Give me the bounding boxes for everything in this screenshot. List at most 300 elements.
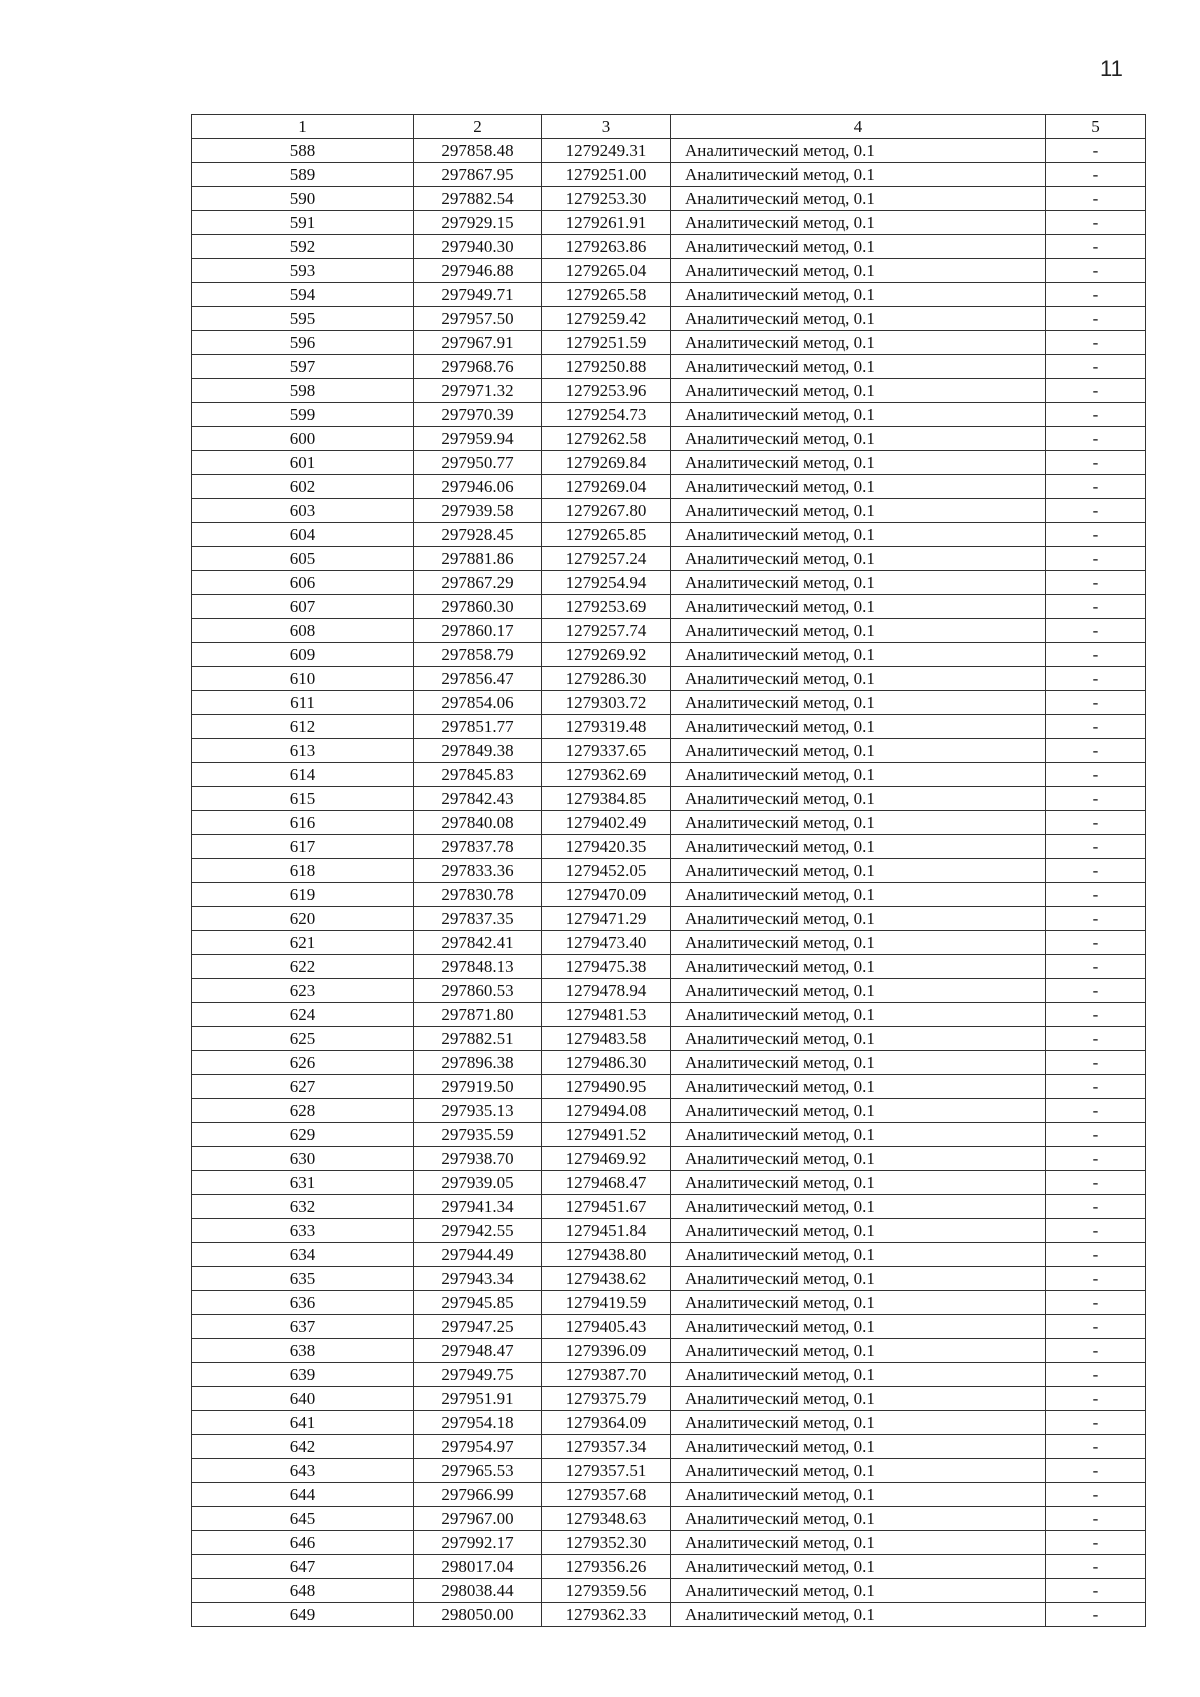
method-cell: Аналитический метод, 0.1 [671, 1435, 1046, 1459]
note-cell: - [1046, 1339, 1146, 1363]
x-coordinate-cell: 297860.17 [414, 619, 542, 643]
y-coordinate-cell: 1279286.30 [542, 667, 671, 691]
point-number-cell: 597 [192, 355, 414, 379]
x-coordinate-cell: 297842.41 [414, 931, 542, 955]
table-row [192, 595, 1146, 619]
note-cell: - [1046, 931, 1146, 955]
table-row [192, 1195, 1146, 1219]
point-number-cell: 630 [192, 1147, 414, 1171]
y-coordinate-cell: 1279469.92 [542, 1147, 671, 1171]
y-coordinate-cell: 1279356.26 [542, 1555, 671, 1579]
x-coordinate-cell: 297856.47 [414, 667, 542, 691]
method-cell: Аналитический метод, 0.1 [671, 1195, 1046, 1219]
method-cell: Аналитический метод, 0.1 [671, 595, 1046, 619]
y-coordinate-cell: 1279254.73 [542, 403, 671, 427]
table-row [192, 1507, 1146, 1531]
method-cell: Аналитический метод, 0.1 [671, 475, 1046, 499]
table-row [192, 1387, 1146, 1411]
method-cell: Аналитический метод, 0.1 [671, 547, 1046, 571]
point-number-cell: 649 [192, 1603, 414, 1627]
point-number-cell: 642 [192, 1435, 414, 1459]
table-row [192, 163, 1146, 187]
y-coordinate-cell: 1279269.04 [542, 475, 671, 499]
point-number-cell: 609 [192, 643, 414, 667]
method-cell: Аналитический метод, 0.1 [671, 211, 1046, 235]
point-number-cell: 603 [192, 499, 414, 523]
method-cell: Аналитический метод, 0.1 [671, 427, 1046, 451]
table-row [192, 235, 1146, 259]
y-coordinate-cell: 1279262.58 [542, 427, 671, 451]
table-row [192, 1123, 1146, 1147]
y-coordinate-cell: 1279357.34 [542, 1435, 671, 1459]
note-cell: - [1046, 1387, 1146, 1411]
table-row [192, 1363, 1146, 1387]
method-cell: Аналитический метод, 0.1 [671, 331, 1046, 355]
note-cell: - [1046, 523, 1146, 547]
y-coordinate-cell: 1279251.00 [542, 163, 671, 187]
x-coordinate-cell: 297946.06 [414, 475, 542, 499]
table-row [192, 1459, 1146, 1483]
note-cell: - [1046, 1027, 1146, 1051]
method-cell: Аналитический метод, 0.1 [671, 643, 1046, 667]
table-body [192, 139, 1146, 1627]
method-cell: Аналитический метод, 0.1 [671, 811, 1046, 835]
point-number-cell: 624 [192, 1003, 414, 1027]
y-coordinate-cell: 1279478.94 [542, 979, 671, 1003]
x-coordinate-cell: 297929.15 [414, 211, 542, 235]
table-row [192, 1315, 1146, 1339]
y-coordinate-cell: 1279473.40 [542, 931, 671, 955]
note-cell: - [1046, 571, 1146, 595]
x-coordinate-cell: 297940.30 [414, 235, 542, 259]
note-cell: - [1046, 1195, 1146, 1219]
table-row [192, 1531, 1146, 1555]
x-coordinate-cell: 297942.55 [414, 1219, 542, 1243]
method-cell: Аналитический метод, 0.1 [671, 1603, 1046, 1627]
y-coordinate-cell: 1279475.38 [542, 955, 671, 979]
point-number-cell: 633 [192, 1219, 414, 1243]
point-number-cell: 591 [192, 211, 414, 235]
coordinates-table [191, 114, 1146, 1627]
method-cell: Аналитический метод, 0.1 [671, 1267, 1046, 1291]
point-number-cell: 621 [192, 931, 414, 955]
point-number-cell: 622 [192, 955, 414, 979]
note-cell: - [1046, 811, 1146, 835]
note-cell: - [1046, 307, 1146, 331]
table-row [192, 979, 1146, 1003]
point-number-cell: 600 [192, 427, 414, 451]
point-number-cell: 612 [192, 715, 414, 739]
x-coordinate-cell: 297837.35 [414, 907, 542, 931]
x-coordinate-cell: 297858.79 [414, 643, 542, 667]
x-coordinate-cell: 297948.47 [414, 1339, 542, 1363]
y-coordinate-cell: 1279481.53 [542, 1003, 671, 1027]
table-row [192, 883, 1146, 907]
method-cell: Аналитический метод, 0.1 [671, 835, 1046, 859]
method-cell: Аналитический метод, 0.1 [671, 1147, 1046, 1171]
x-coordinate-cell: 297968.76 [414, 355, 542, 379]
y-coordinate-cell: 1279468.47 [542, 1171, 671, 1195]
x-coordinate-cell: 297944.49 [414, 1243, 542, 1267]
note-cell: - [1046, 643, 1146, 667]
point-number-cell: 636 [192, 1291, 414, 1315]
point-number-cell: 601 [192, 451, 414, 475]
x-coordinate-cell: 297848.13 [414, 955, 542, 979]
method-cell: Аналитический метод, 0.1 [671, 187, 1046, 211]
x-coordinate-cell: 297881.86 [414, 547, 542, 571]
note-cell: - [1046, 1123, 1146, 1147]
note-cell: - [1046, 1051, 1146, 1075]
x-coordinate-cell: 297966.99 [414, 1483, 542, 1507]
method-cell: Аналитический метод, 0.1 [671, 1123, 1046, 1147]
point-number-cell: 645 [192, 1507, 414, 1531]
note-cell: - [1046, 1291, 1146, 1315]
table-row [192, 1435, 1146, 1459]
x-coordinate-cell: 297945.85 [414, 1291, 542, 1315]
table-row [192, 643, 1146, 667]
note-cell: - [1046, 187, 1146, 211]
table-row [192, 475, 1146, 499]
point-number-cell: 639 [192, 1363, 414, 1387]
point-number-cell: 592 [192, 235, 414, 259]
x-coordinate-cell: 298050.00 [414, 1603, 542, 1627]
point-number-cell: 648 [192, 1579, 414, 1603]
point-number-cell: 637 [192, 1315, 414, 1339]
method-cell: Аналитический метод, 0.1 [671, 1315, 1046, 1339]
x-coordinate-cell: 297860.53 [414, 979, 542, 1003]
x-coordinate-cell: 297858.48 [414, 139, 542, 163]
note-cell: - [1046, 1435, 1146, 1459]
note-cell: - [1046, 1099, 1146, 1123]
method-cell: Аналитический метод, 0.1 [671, 139, 1046, 163]
note-cell: - [1046, 1267, 1146, 1291]
method-cell: Аналитический метод, 0.1 [671, 571, 1046, 595]
x-coordinate-cell: 297842.43 [414, 787, 542, 811]
method-cell: Аналитический метод, 0.1 [671, 691, 1046, 715]
note-cell: - [1046, 1363, 1146, 1387]
note-cell: - [1046, 859, 1146, 883]
method-cell: Аналитический метод, 0.1 [671, 1459, 1046, 1483]
y-coordinate-cell: 1279261.91 [542, 211, 671, 235]
table-row [192, 259, 1146, 283]
method-cell: Аналитический метод, 0.1 [671, 1363, 1046, 1387]
method-cell: Аналитический метод, 0.1 [671, 499, 1046, 523]
x-coordinate-cell: 297882.51 [414, 1027, 542, 1051]
note-cell: - [1046, 595, 1146, 619]
table-row [192, 355, 1146, 379]
table-row [192, 739, 1146, 763]
point-number-cell: 588 [192, 139, 414, 163]
y-coordinate-cell: 1279357.51 [542, 1459, 671, 1483]
table-row [192, 547, 1146, 571]
note-cell: - [1046, 619, 1146, 643]
method-cell: Аналитический метод, 0.1 [671, 955, 1046, 979]
point-number-cell: 613 [192, 739, 414, 763]
point-number-cell: 627 [192, 1075, 414, 1099]
table-row [192, 211, 1146, 235]
table-row [192, 331, 1146, 355]
x-coordinate-cell: 297971.32 [414, 379, 542, 403]
point-number-cell: 602 [192, 475, 414, 499]
method-cell: Аналитический метод, 0.1 [671, 235, 1046, 259]
y-coordinate-cell: 1279352.30 [542, 1531, 671, 1555]
method-cell: Аналитический метод, 0.1 [671, 859, 1046, 883]
table-row [192, 571, 1146, 595]
x-coordinate-cell: 297957.50 [414, 307, 542, 331]
method-cell: Аналитический метод, 0.1 [671, 667, 1046, 691]
table-row [192, 1243, 1146, 1267]
note-cell: - [1046, 331, 1146, 355]
method-cell: Аналитический метод, 0.1 [671, 1579, 1046, 1603]
note-cell: - [1046, 211, 1146, 235]
method-cell: Аналитический метод, 0.1 [671, 1219, 1046, 1243]
point-number-cell: 594 [192, 283, 414, 307]
y-coordinate-cell: 1279251.59 [542, 331, 671, 355]
point-number-cell: 623 [192, 979, 414, 1003]
page-number: 11 [1100, 56, 1123, 81]
point-number-cell: 595 [192, 307, 414, 331]
note-cell: - [1046, 427, 1146, 451]
note-cell: - [1046, 691, 1146, 715]
y-coordinate-cell: 1279357.68 [542, 1483, 671, 1507]
x-coordinate-cell: 297947.25 [414, 1315, 542, 1339]
point-number-cell: 589 [192, 163, 414, 187]
method-cell: Аналитический метод, 0.1 [671, 1387, 1046, 1411]
y-coordinate-cell: 1279337.65 [542, 739, 671, 763]
method-cell: Аналитический метод, 0.1 [671, 619, 1046, 643]
note-cell: - [1046, 979, 1146, 1003]
table-row [192, 307, 1146, 331]
y-coordinate-cell: 1279471.29 [542, 907, 671, 931]
y-coordinate-cell: 1279253.30 [542, 187, 671, 211]
x-coordinate-cell: 297833.36 [414, 859, 542, 883]
point-number-cell: 606 [192, 571, 414, 595]
note-cell: - [1046, 235, 1146, 259]
note-cell: - [1046, 715, 1146, 739]
y-coordinate-cell: 1279483.58 [542, 1027, 671, 1051]
y-coordinate-cell: 1279451.84 [542, 1219, 671, 1243]
point-number-cell: 611 [192, 691, 414, 715]
point-number-cell: 629 [192, 1123, 414, 1147]
x-coordinate-cell: 297941.34 [414, 1195, 542, 1219]
x-coordinate-cell: 297992.17 [414, 1531, 542, 1555]
x-coordinate-cell: 297867.95 [414, 163, 542, 187]
note-cell: - [1046, 475, 1146, 499]
x-coordinate-cell: 297840.08 [414, 811, 542, 835]
y-coordinate-cell: 1279387.70 [542, 1363, 671, 1387]
x-coordinate-cell: 297837.78 [414, 835, 542, 859]
table-row [192, 1555, 1146, 1579]
table-row [192, 1579, 1146, 1603]
y-coordinate-cell: 1279259.42 [542, 307, 671, 331]
x-coordinate-cell: 298017.04 [414, 1555, 542, 1579]
x-coordinate-cell: 297954.18 [414, 1411, 542, 1435]
method-cell: Аналитический метод, 0.1 [671, 715, 1046, 739]
point-number-cell: 625 [192, 1027, 414, 1051]
table-row [192, 1603, 1146, 1627]
method-cell: Аналитический метод, 0.1 [671, 1099, 1046, 1123]
x-coordinate-cell: 297970.39 [414, 403, 542, 427]
point-number-cell: 628 [192, 1099, 414, 1123]
x-coordinate-cell: 297943.34 [414, 1267, 542, 1291]
method-cell: Аналитический метод, 0.1 [671, 1291, 1046, 1315]
note-cell: - [1046, 1507, 1146, 1531]
y-coordinate-cell: 1279491.52 [542, 1123, 671, 1147]
y-coordinate-cell: 1279257.74 [542, 619, 671, 643]
x-coordinate-cell: 297967.91 [414, 331, 542, 355]
y-coordinate-cell: 1279265.85 [542, 523, 671, 547]
method-cell: Аналитический метод, 0.1 [671, 739, 1046, 763]
point-number-cell: 590 [192, 187, 414, 211]
note-cell: - [1046, 379, 1146, 403]
note-cell: - [1046, 1531, 1146, 1555]
y-coordinate-cell: 1279303.72 [542, 691, 671, 715]
method-cell: Аналитический метод, 0.1 [671, 907, 1046, 931]
point-number-cell: 596 [192, 331, 414, 355]
method-cell: Аналитический метод, 0.1 [671, 1171, 1046, 1195]
y-coordinate-cell: 1279494.08 [542, 1099, 671, 1123]
note-cell: - [1046, 1003, 1146, 1027]
table-row [192, 1267, 1146, 1291]
y-coordinate-cell: 1279348.63 [542, 1507, 671, 1531]
point-number-cell: 598 [192, 379, 414, 403]
method-cell: Аналитический метод, 0.1 [671, 379, 1046, 403]
table-row [192, 379, 1146, 403]
method-cell: Аналитический метод, 0.1 [671, 451, 1046, 475]
x-coordinate-cell: 297935.59 [414, 1123, 542, 1147]
table-row [192, 835, 1146, 859]
table-row [192, 667, 1146, 691]
y-coordinate-cell: 1279362.33 [542, 1603, 671, 1627]
x-coordinate-cell: 297882.54 [414, 187, 542, 211]
point-number-cell: 646 [192, 1531, 414, 1555]
x-coordinate-cell: 297938.70 [414, 1147, 542, 1171]
point-number-cell: 620 [192, 907, 414, 931]
point-number-cell: 605 [192, 547, 414, 571]
note-cell: - [1046, 355, 1146, 379]
x-coordinate-cell: 297928.45 [414, 523, 542, 547]
note-cell: - [1046, 667, 1146, 691]
x-coordinate-cell: 297959.94 [414, 427, 542, 451]
x-coordinate-cell: 297830.78 [414, 883, 542, 907]
point-number-cell: 635 [192, 1267, 414, 1291]
note-cell: - [1046, 739, 1146, 763]
table-row [192, 955, 1146, 979]
table-row [192, 715, 1146, 739]
method-cell: Аналитический метод, 0.1 [671, 1411, 1046, 1435]
method-cell: Аналитический метод, 0.1 [671, 1555, 1046, 1579]
y-coordinate-cell: 1279362.69 [542, 763, 671, 787]
method-cell: Аналитический метод, 0.1 [671, 1483, 1046, 1507]
y-coordinate-cell: 1279470.09 [542, 883, 671, 907]
note-cell: - [1046, 1603, 1146, 1627]
y-coordinate-cell: 1279451.67 [542, 1195, 671, 1219]
point-number-cell: 615 [192, 787, 414, 811]
method-cell: Аналитический метод, 0.1 [671, 883, 1046, 907]
header-row [192, 115, 1146, 139]
x-coordinate-cell: 297854.06 [414, 691, 542, 715]
method-cell: Аналитический метод, 0.1 [671, 523, 1046, 547]
table-row [192, 907, 1146, 931]
table-row [192, 691, 1146, 715]
x-coordinate-cell: 297950.77 [414, 451, 542, 475]
point-number-cell: 632 [192, 1195, 414, 1219]
point-number-cell: 644 [192, 1483, 414, 1507]
point-number-cell: 640 [192, 1387, 414, 1411]
method-cell: Аналитический метод, 0.1 [671, 1051, 1046, 1075]
method-cell: Аналитический метод, 0.1 [671, 979, 1046, 1003]
table-row [192, 1219, 1146, 1243]
y-coordinate-cell: 1279359.56 [542, 1579, 671, 1603]
note-cell: - [1046, 763, 1146, 787]
note-cell: - [1046, 1315, 1146, 1339]
method-cell: Аналитический метод, 0.1 [671, 259, 1046, 283]
table-row [192, 1339, 1146, 1363]
x-coordinate-cell: 297954.97 [414, 1435, 542, 1459]
x-coordinate-cell: 298038.44 [414, 1579, 542, 1603]
header-col-4: 4 [671, 115, 1046, 139]
table-row [192, 1027, 1146, 1051]
method-cell: Аналитический метод, 0.1 [671, 1003, 1046, 1027]
table-row [192, 403, 1146, 427]
note-cell: - [1046, 139, 1146, 163]
point-number-cell: 641 [192, 1411, 414, 1435]
method-cell: Аналитический метод, 0.1 [671, 283, 1046, 307]
table-row [192, 931, 1146, 955]
point-number-cell: 599 [192, 403, 414, 427]
y-coordinate-cell: 1279267.80 [542, 499, 671, 523]
note-cell: - [1046, 1219, 1146, 1243]
method-cell: Аналитический метод, 0.1 [671, 403, 1046, 427]
y-coordinate-cell: 1279257.24 [542, 547, 671, 571]
y-coordinate-cell: 1279269.92 [542, 643, 671, 667]
table-row [192, 1171, 1146, 1195]
table-row [192, 619, 1146, 643]
header-col-5: 5 [1046, 115, 1146, 139]
method-cell: Аналитический метод, 0.1 [671, 163, 1046, 187]
header-col-3: 3 [542, 115, 671, 139]
note-cell: - [1046, 163, 1146, 187]
table-row [192, 811, 1146, 835]
y-coordinate-cell: 1279405.43 [542, 1315, 671, 1339]
point-number-cell: 617 [192, 835, 414, 859]
method-cell: Аналитический метод, 0.1 [671, 787, 1046, 811]
method-cell: Аналитический метод, 0.1 [671, 763, 1046, 787]
y-coordinate-cell: 1279265.04 [542, 259, 671, 283]
method-cell: Аналитический метод, 0.1 [671, 1075, 1046, 1099]
table-row [192, 187, 1146, 211]
y-coordinate-cell: 1279420.35 [542, 835, 671, 859]
y-coordinate-cell: 1279402.49 [542, 811, 671, 835]
x-coordinate-cell: 297951.91 [414, 1387, 542, 1411]
y-coordinate-cell: 1279253.96 [542, 379, 671, 403]
y-coordinate-cell: 1279263.86 [542, 235, 671, 259]
x-coordinate-cell: 297849.38 [414, 739, 542, 763]
table-row [192, 1483, 1146, 1507]
note-cell: - [1046, 1483, 1146, 1507]
y-coordinate-cell: 1279490.95 [542, 1075, 671, 1099]
x-coordinate-cell: 297965.53 [414, 1459, 542, 1483]
table-row [192, 451, 1146, 475]
table-row [192, 859, 1146, 883]
point-number-cell: 608 [192, 619, 414, 643]
x-coordinate-cell: 297967.00 [414, 1507, 542, 1531]
table-row [192, 1411, 1146, 1435]
x-coordinate-cell: 297845.83 [414, 763, 542, 787]
x-coordinate-cell: 297860.30 [414, 595, 542, 619]
x-coordinate-cell: 297871.80 [414, 1003, 542, 1027]
x-coordinate-cell: 297949.75 [414, 1363, 542, 1387]
